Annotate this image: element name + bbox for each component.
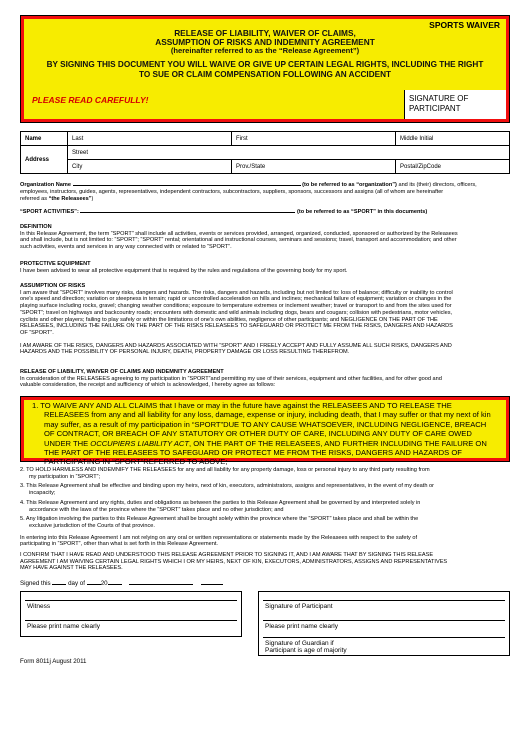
sport-activities-label: “SPORT ACTIVITIES”: [20,209,79,215]
signature-label-1: SIGNATURE OF [409,94,469,103]
witness-box [20,591,242,637]
risk-section [20,283,510,356]
signature-label-2: PARTICIPANT [409,104,461,113]
organization-label: Organization Name [20,182,71,188]
form-number: Form 8011j August 2011 [20,658,87,665]
title-line-3: (hereinafter referred to as the “Release Agreement”) [170,46,360,55]
confirm-line: AGREEMENT I AM WAIVING CERTAIN LEGAL RIGHTS WHICH I OR MY HEIRS, NEXT OF KIN, EXECUTORS, ADMINISTRATORS, ASSIGNS AND REPRESENTATIVES [20,558,448,565]
release-heading: RELEASE OF LIABILITY, WAIVER OF CLAIMS AND INDEMNITY AGREEMENT [20,369,224,375]
aware-line: I AM AWARE OF THE RISKS, DANGERS AND HAZARDS ASSOCIATED WITH “SPORT” AND I FREELY ACCEPT AND FULLY ASSUME ALL SUCH RISKS, DANGERS AND [20,342,452,349]
title-line-1: RELEASE OF LIABILITY, WAIVER OF CLAIMS, [174,28,356,38]
clause-3: 3. This Release Agreement shall be effective and binding upon my heirs, next of kin, executors, administrators, assigns and representatives, in the event of my death or [20,483,434,490]
first-name-field[interactable]: First [232,132,396,146]
city-field[interactable]: City [68,160,232,174]
day-of-label: day of [68,580,85,587]
clauses-section [20,467,510,572]
participant-print-label: Please print name clearly [265,623,338,630]
waiver-clause-text: 1. TO WAIVE ANY AND ALL CLAIMS that I have or may in the future have against the RELEASEES AND TO RELEASE THE RELEASEES from any and all liability for any loss, damage, expense or injury, including death, that I may suffer or that my next of kin may suffer, as a result of my participation in “SPORT”DUE TO ANY CAUSE WHATSOEVER, INCLUDING NEGLIGENCE, BREACH OF CONTRACT, OR BREACH OF ANY STATUTORY OR OTHER DUTY OF CARE, INCLUDING ANY DUTY OF CARE OWED UNDER THE [32,401,491,448]
signed-month-input[interactable] [87,584,101,585]
organization-line [20,182,510,189]
postal-code-field[interactable]: Postal/ZipCode [396,160,510,174]
signed-year-input[interactable] [108,584,122,585]
organization-name-input[interactable] [73,185,301,186]
signature-of-participant-box[interactable] [404,90,506,119]
protective-line: I have been advised to wear all protective equipment that is required by the rules and regulations of the governing body for my sport. [20,267,348,274]
protective-section [20,261,510,274]
signed-date-line [20,581,510,588]
middle-initial-field[interactable]: Middle Initial [396,132,510,146]
organization-suffix: and its (their) directors, officers, [396,182,477,188]
organization-suffix-bold: (to be referred to as “organization”) [302,182,397,188]
header-inner [24,19,506,119]
witness-print-line[interactable] [25,620,237,621]
signed-day-input[interactable] [52,584,66,585]
participant-info-table [20,131,510,174]
sport-activities-input[interactable] [80,212,295,213]
clause-4-cont: accordance with the laws of the province where the “SPORT” takes place and no other jurisdiction; and [29,506,284,513]
confirm-line: I CONFIRM THAT I HAVE READ AND UNDERSTOOD THIS RELEASE AGREEMENT PRIOR TO SIGNING IT, AND I AM AWARE THAT BY SIGNING THIS RELEASE [20,552,434,559]
sport-activities-line [20,209,510,216]
risk-line: RELEASEES, INCLUDING THE FAILURE ON THE PART OF THE RISKS RELEASEES TO SAFEGUARD OR PROTECT ME FROM THE RISKS, DANGERS AND HAZARDS [20,323,453,330]
risk-line: cyclists and other players; failing to play safely or within the limitations of one's own abilities, negligence of other participants; and NEGLIGENCE ON THE PART OF THE [20,316,438,323]
signed-extra-line [129,584,193,585]
last-name-field[interactable]: Last [68,132,232,146]
clause-4: 4. This Release Agreement and any rights, duties and obligations as between the parties to this Release Agreement shall be governed by and interpreted solely in [20,499,421,506]
risk-line: I am aware that “SPORT” involves many risks, dangers and hazards. The risks, dangers and hazards, including but not limited to: loss of balance; difficulty or inability to control [20,289,453,296]
organization-line-2: employees, instructors, guides, agents, representatives, independent contractors, subcontractors, suppliers, sponsors, successors and assigns (all of whom are hereinafter [20,189,444,195]
title-line-2: ASSUMPTION OF RISKS AND INDEMNITY AGREEMENT [155,37,375,47]
risk-line: playing surface including rocks, gravel; changing weather conditions; exposure to temperature extremes or inclement weather; travel or transport to and from the sites used for [20,303,452,310]
year-prefix: 20 [100,580,108,587]
releasees-pre: referred as [20,196,49,202]
clause-2-cont: my participation in “SPORT”; [29,473,101,480]
entering-line: In entering into this Release Agreement I am not relying on any oral or written representations or statements made by the Releasees with respect to the safety of [20,534,418,541]
signed-extra-line-2 [201,584,223,585]
warning-line-2: TO SUE OR CLAIM COMPENSATION FOLLOWING AN ACCIDENT [139,70,391,79]
witness-print-label: Please print name clearly [27,623,100,630]
waiver-clause-end: , ON THE PART OF THE RELEASEES, AND FURTHER INCLUDING THE FAILURE ON THE PART OF THE RELEASEES TO SAFEGUARD OR PROTECT ME FROM THE RISKS, DANGERS AND HAZARDS OF PARTICIPATING IN “SPORT”REFERRED TO ABOVE; [44,438,487,467]
participant-signature-box [258,591,510,656]
releasees-term: “the Releasees” [48,196,92,202]
clause-3-cont: incapacity; [29,490,56,497]
waiver-clause-act: OCCUPIERS LIABILITY ACT [90,438,190,448]
definition-heading: DEFINITION [20,224,52,230]
risk-line: “SPORT”; travel on highways and backcountry roads; encounters with domestic and wild animals including dogs, bears and cougars; collision with pedestrians, motor vehicles, [20,309,453,316]
risk-heading: ASSUMPTION OF RISKS [20,283,86,289]
risk-line: OF “SPORT”. [20,329,54,336]
witness-label: Witness [27,603,51,610]
street-field[interactable]: Street [68,146,510,160]
warning-line-1: BY SIGNING THIS DOCUMENT YOU WILL WAIVE OR GIVE UP CERTAIN LEGAL RIGHTS, INCLUDING THE RIGHT [46,60,484,69]
address-label: Address [21,146,68,174]
clause-2: 2. TO HOLD HARMLESS AND INDEMNIFY THE RELEASEES for any and all liability for any property damage, loss or personal injury to any third party resulting from [20,467,430,473]
street-row [21,146,510,160]
participant-signature-label: Signature of Participant [265,603,333,610]
aware-line: HAZARDS AND THE POSSIBILITY OF PERSONAL INJURY, DEATH, PROPERTY DAMAGE OR LOSS RESULTING THEREFROM. [20,349,350,356]
city-row [21,160,510,174]
clause-5: 5. Any litigation involving the parties to this Release Agreement shall be brought solely within the province where the “SPORT” takes place and shall be within the [20,516,419,523]
please-read-notice: PLEASE READ CAREFULLY! [32,95,149,105]
header-banner [20,15,510,123]
name-label: Name [21,132,68,146]
definition-line: and shall include, but is not limited to: “SPORT”; “SPORT” rental; orientational and instructional courses, seminars and sessions; travel, transport and accommodation; and other [20,237,457,244]
release-section [20,369,510,389]
organization-line-3 [20,196,510,203]
sport-activities-suffix: (to be referred to as “SPORT” in this documents) [296,209,428,215]
name-row [21,132,510,146]
waiver-clause-box [20,396,510,467]
prov-state-field[interactable]: Prov./State [232,160,396,174]
participant-print-line[interactable] [263,620,505,621]
sports-waiver-label: SPORTS WAIVER [429,20,500,30]
confirm-line: MAY HAVE AGAINST THE RELEASEES. [20,565,123,572]
guardian-signature-line[interactable] [263,637,505,638]
releasees-post: ) [91,196,94,202]
risk-line: one's speed and direction; variation or steepness in terrain; rapid or uncontrolled acceleration on hills and inclines; mechanical failure of equipment; variation or changes in the [20,296,452,303]
definition-line: such activities, events and services in any way connected with or related to “SPORT”. [20,244,232,251]
guardian-label-2: Participant is age of majority [265,647,347,654]
waiver-clause [24,400,506,467]
definition-section [20,224,510,251]
entering-line: participating in “SPORT”, other than what is set forth in this Release Agreement. [20,541,218,548]
witness-signature-line[interactable] [25,600,237,601]
release-line: valuable consideration, the receipt and sufficiency of which is acknowledged, I hereby agree as follows: [20,382,276,389]
protective-heading: PROTECTIVE EQUIPMENT [20,261,91,267]
guardian-label [265,640,347,654]
clause-5-cont: exclusive jurisdiction of the Courts of that province. [29,522,155,529]
release-line: In consideration of the RELEASEES agreeing to my participation in “SPORT”and permitting my use of their services, equipment and other facilities, and for other good and [20,375,442,382]
signed-prefix: Signed this [20,580,51,587]
participant-signature-line[interactable] [263,600,505,601]
guardian-label-1: Signature of Guardian if [265,640,334,647]
definition-line: In this Release Agreement, the term “SPORT” shall include all activities, events or services provided, arranged, organized, conducted, sponsored or authorized by the Releasees [20,230,458,237]
